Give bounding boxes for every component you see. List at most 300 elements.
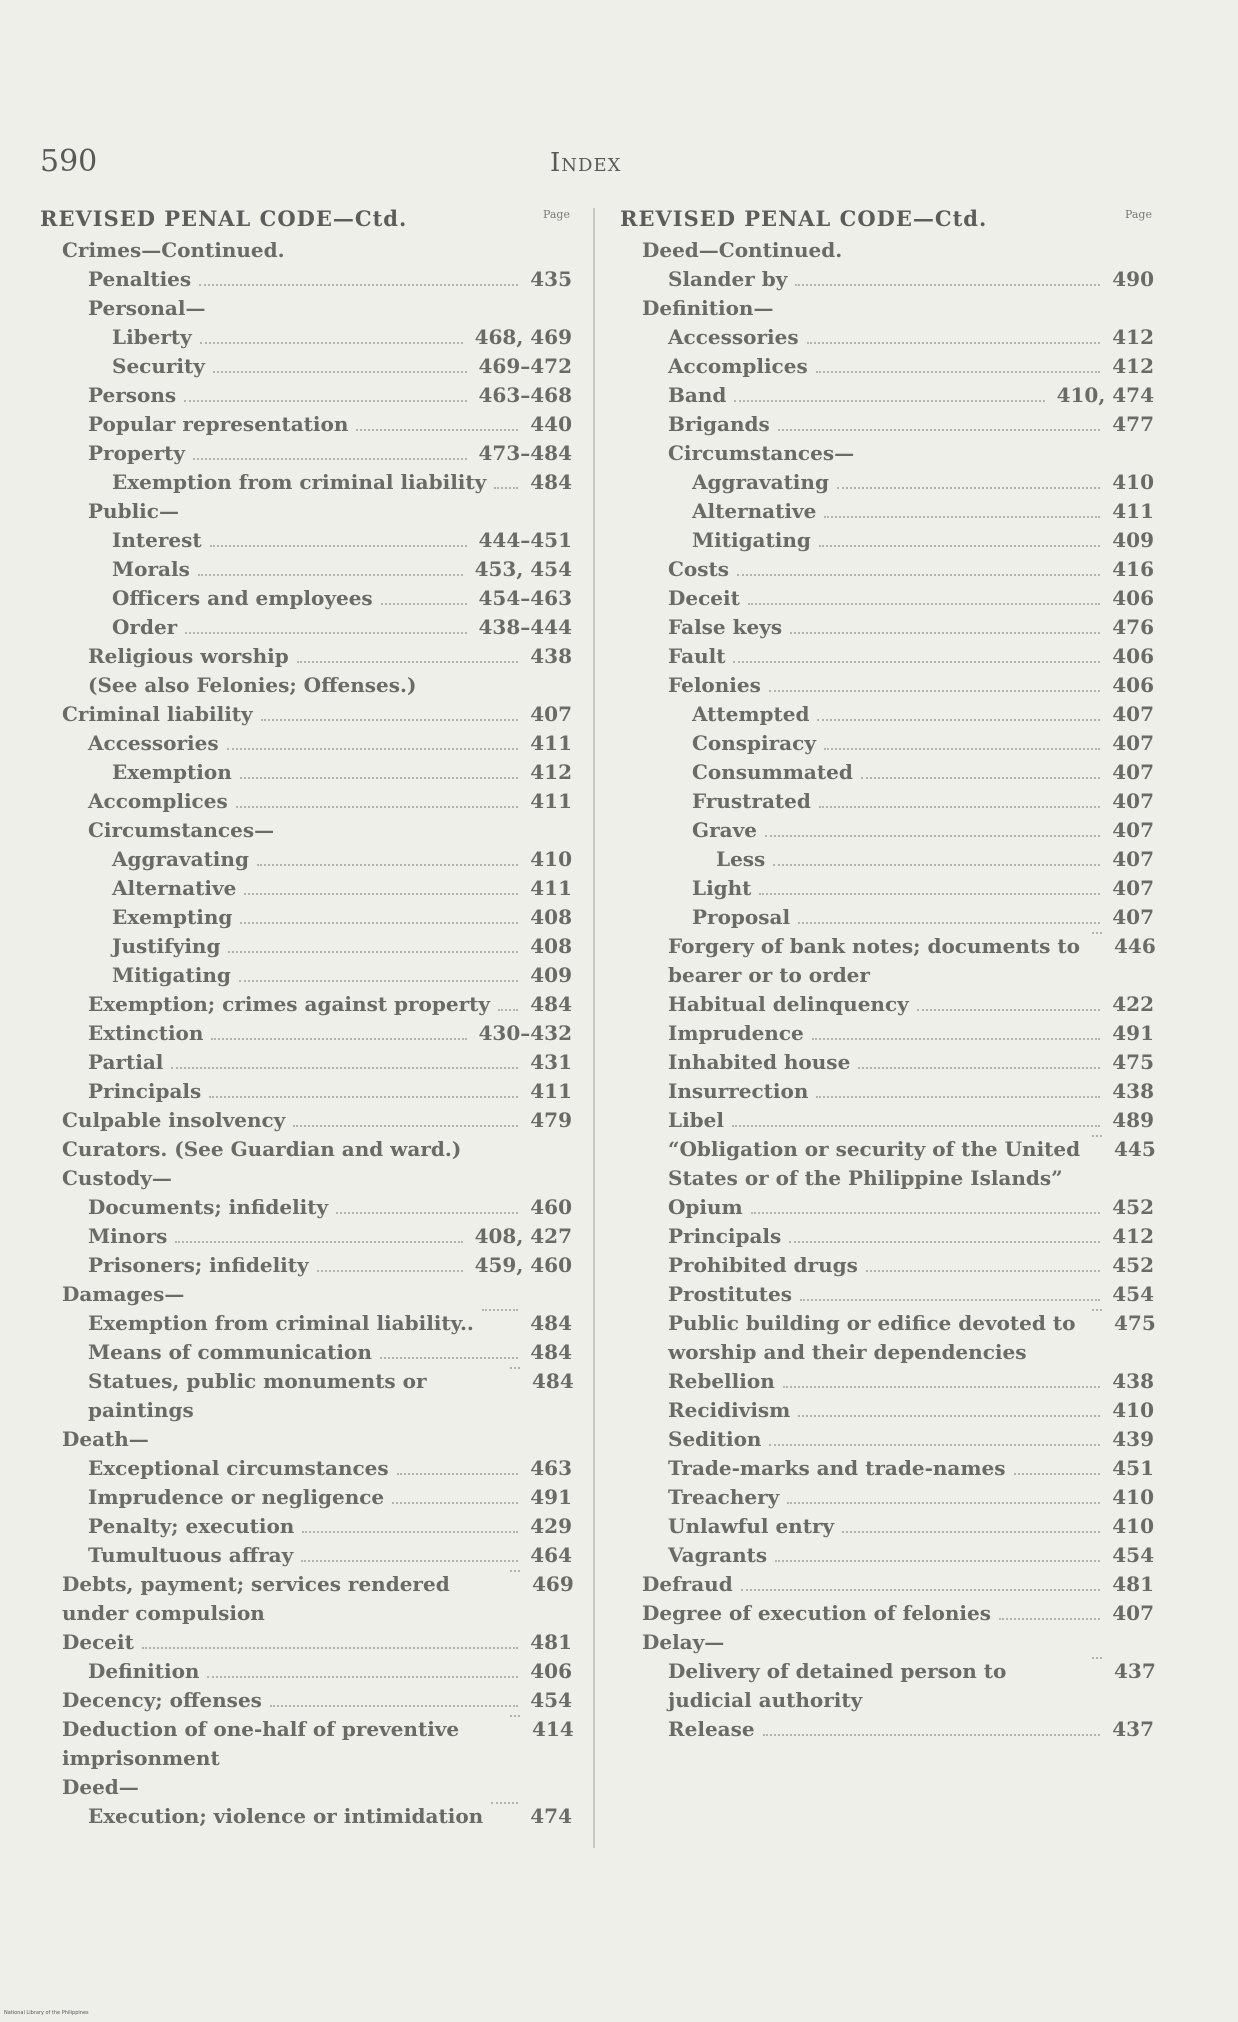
index-entry — [40, 265, 572, 294]
dot-leader — [297, 661, 519, 663]
dot-leader — [789, 1241, 1100, 1243]
entry-page-ref: 438 — [530, 644, 572, 668]
index-entry — [620, 1077, 1154, 1106]
entry-term: Delivery of detained person to judicial authority — [668, 1659, 1007, 1712]
dot-leader — [775, 1560, 1100, 1562]
entry-page-ref: 435 — [530, 267, 572, 291]
index-entry — [40, 1048, 572, 1077]
entry-term: Circumstances— — [88, 818, 275, 842]
entry-term: Persons — [88, 383, 177, 407]
entry-term: Brigands — [668, 412, 770, 436]
entry-page-ref: 484 — [532, 1369, 574, 1393]
page-number: 590 — [40, 144, 98, 179]
index-entry — [40, 1425, 572, 1454]
index-entry — [40, 1077, 572, 1106]
index-entry — [620, 265, 1154, 294]
index-entry — [40, 1541, 572, 1570]
index-entry — [620, 410, 1154, 439]
index-entry — [620, 1048, 1154, 1077]
entry-term: Debts, payment; services rendered under compulsion — [62, 1572, 450, 1625]
index-entry — [620, 729, 1154, 758]
index-entry — [620, 1251, 1154, 1280]
entry-term: Alternative — [692, 499, 817, 523]
dot-leader — [336, 1212, 518, 1214]
dot-leader — [302, 1531, 518, 1533]
entry-page-ref: 477 — [1112, 412, 1154, 436]
index-entry — [620, 468, 1154, 497]
entry-page-ref: 464 — [530, 1543, 572, 1567]
entry-page-ref: 410 — [1112, 1485, 1154, 1509]
entry-term: Personal— — [88, 296, 206, 320]
column-title: REVISED PENAL CODE—Ctd. — [620, 206, 988, 231]
index-entry — [40, 1686, 572, 1715]
dot-leader — [1092, 1309, 1102, 1311]
index-entry — [620, 1512, 1154, 1541]
index-entry — [620, 1657, 1154, 1715]
entry-page-ref: 407 — [1112, 789, 1154, 813]
column-heading — [40, 206, 572, 236]
entry-page-ref: 481 — [530, 1630, 572, 1654]
entry-page-ref: 407 — [1112, 905, 1154, 929]
index-entry — [40, 1280, 572, 1309]
entry-page-ref: 440 — [530, 412, 572, 436]
index-entry — [40, 758, 572, 787]
entry-term: Alternative — [112, 876, 237, 900]
entry-term: Inhabited house — [668, 1050, 851, 1074]
dot-leader — [1092, 1135, 1102, 1137]
index-entry — [40, 845, 572, 874]
entry-term: Principals — [88, 1079, 202, 1103]
entry-term: Fault — [668, 644, 726, 668]
entry-page-ref: 409 — [1112, 528, 1154, 552]
entry-term: Penalties — [88, 267, 192, 291]
entry-term: Accessories — [668, 325, 799, 349]
index-entry — [40, 1628, 572, 1657]
dot-leader — [185, 632, 466, 634]
dot-leader — [751, 1212, 1101, 1214]
index-entry — [620, 1541, 1154, 1570]
index-entry — [40, 294, 572, 323]
entry-term: Decency; offenses — [62, 1688, 262, 1712]
dot-leader — [866, 1270, 1100, 1272]
entry-term: Prohibited drugs — [668, 1253, 858, 1277]
dot-leader — [510, 1715, 520, 1717]
entry-page-ref: 407 — [1112, 1601, 1154, 1625]
index-entry — [620, 1106, 1154, 1135]
dot-leader — [858, 1067, 1100, 1069]
index-entry — [40, 1135, 572, 1164]
entry-term: Crimes—Continued. — [62, 238, 285, 262]
dot-leader — [381, 603, 467, 605]
index-entry — [40, 1802, 572, 1831]
entry-term: Means of communication — [88, 1340, 372, 1364]
index-entry — [40, 1222, 572, 1251]
entry-term: Partial — [88, 1050, 164, 1074]
dot-leader — [270, 1705, 518, 1707]
entry-page-ref: 463–468 — [478, 383, 572, 407]
entry-term: Exemption from criminal liability — [112, 470, 487, 494]
page-column-label: Page — [1124, 208, 1152, 221]
dot-leader — [510, 1570, 520, 1572]
page-header — [40, 144, 1198, 184]
entry-term: Documents; infidelity — [88, 1195, 329, 1219]
index-entry — [40, 352, 572, 381]
entry-page-ref: 431 — [530, 1050, 572, 1074]
index-entry — [40, 526, 572, 555]
entry-term: Culpable insolvency — [62, 1108, 286, 1132]
entry-term: Exemption — [112, 760, 232, 784]
dot-leader — [795, 284, 1100, 286]
index-entry — [620, 1483, 1154, 1512]
entry-page-ref: 406 — [1112, 673, 1154, 697]
entry-term: Accomplices — [88, 789, 228, 813]
dot-leader — [510, 1367, 520, 1369]
dot-leader — [787, 1502, 1100, 1504]
entry-term: Imprudence or negligence — [88, 1485, 385, 1509]
entry-page-ref: 407 — [1112, 760, 1154, 784]
index-entry — [40, 816, 572, 845]
entry-page-ref: 411 — [530, 876, 572, 900]
index-entry — [620, 497, 1154, 526]
entry-term: Prostitutes — [668, 1282, 793, 1306]
dot-leader — [494, 487, 518, 489]
index-entry — [620, 526, 1154, 555]
index-entry — [620, 381, 1154, 410]
entry-term: Property — [88, 441, 186, 465]
dot-leader — [790, 632, 1100, 634]
entry-term: Security — [112, 354, 205, 378]
dot-leader — [741, 1589, 1101, 1591]
entry-page-ref: 407 — [1112, 818, 1154, 842]
entry-term: Sedition — [668, 1427, 762, 1451]
entry-term: Accessories — [88, 731, 219, 755]
index-entry — [40, 1309, 572, 1338]
entry-term: Release — [668, 1717, 755, 1741]
dot-leader — [491, 1802, 518, 1804]
dot-leader — [1092, 932, 1102, 934]
entry-page-ref: 451 — [1112, 1456, 1154, 1480]
index-entry — [620, 1599, 1154, 1628]
dot-leader — [861, 777, 1100, 779]
entry-page-ref: 474 — [530, 1804, 572, 1828]
entry-term: Forgery of bank notes; documents to bearer or to order — [668, 934, 1080, 987]
entry-term: Degree of execution of felonies — [642, 1601, 991, 1625]
index-entry — [620, 1193, 1154, 1222]
index-entry — [40, 1657, 572, 1686]
index-entry — [40, 1019, 572, 1048]
entry-page-ref: 409 — [530, 963, 572, 987]
dot-leader — [210, 545, 467, 547]
dot-leader — [824, 748, 1100, 750]
index-entry — [40, 990, 572, 1019]
entry-term: Slander by — [668, 267, 788, 291]
dot-leader — [812, 1038, 1101, 1040]
index-entry — [40, 1512, 572, 1541]
entry-page-ref: 412 — [1112, 325, 1154, 349]
entry-term: Officers and employees — [112, 586, 373, 610]
index-column-left — [40, 206, 572, 1831]
entry-page-ref: 479 — [530, 1108, 572, 1132]
entry-term: Morals — [112, 557, 190, 581]
entry-term: Exceptional circumstances — [88, 1456, 389, 1480]
entry-term: Consummated — [692, 760, 853, 784]
index-entry — [620, 1309, 1154, 1367]
dot-leader — [227, 748, 519, 750]
dot-leader — [482, 1309, 518, 1311]
index-entry — [40, 787, 572, 816]
entry-term: Felonies — [668, 673, 761, 697]
entry-page-ref: 412 — [530, 760, 572, 784]
entry-page-ref: 475 — [1114, 1311, 1156, 1335]
entry-page-ref: 406 — [1112, 586, 1154, 610]
entry-term: Defraud — [642, 1572, 733, 1596]
dot-leader — [356, 429, 518, 431]
index-entry — [620, 1367, 1154, 1396]
index-entry — [40, 381, 572, 410]
entry-page-ref: 408 — [530, 934, 572, 958]
entry-term: Religious worship — [88, 644, 289, 668]
entry-page-ref: 412 — [1112, 354, 1154, 378]
index-entry — [40, 903, 572, 932]
entry-page-ref: 438 — [1112, 1079, 1154, 1103]
dot-leader — [317, 1270, 463, 1272]
dot-leader — [842, 1531, 1100, 1533]
entry-term: Definition — [88, 1659, 200, 1683]
dot-leader — [397, 1473, 519, 1475]
entry-page-ref: 453, 454 — [474, 557, 572, 581]
dot-leader — [773, 864, 1100, 866]
index-entry — [40, 1454, 572, 1483]
index-entry — [620, 294, 1154, 323]
dot-leader — [807, 342, 1101, 344]
dot-leader — [301, 1560, 518, 1562]
entry-term: Order — [112, 615, 178, 639]
entry-page-ref: 459, 460 — [474, 1253, 572, 1277]
dot-leader — [498, 1009, 518, 1011]
entry-term: Accomplices — [668, 354, 808, 378]
entry-page-ref: 411 — [530, 731, 572, 755]
entry-term: Deed—Continued. — [642, 238, 843, 262]
entry-page-ref: 491 — [1112, 1021, 1154, 1045]
entry-page-ref: 408, 427 — [474, 1224, 572, 1248]
entry-term: Mitigating — [112, 963, 231, 987]
entry-term: Damages— — [62, 1282, 185, 1306]
entry-term: Liberty — [112, 325, 192, 349]
index-entry — [620, 758, 1154, 787]
dot-leader — [1014, 1473, 1101, 1475]
index-entry — [620, 845, 1154, 874]
entry-page-ref: 452 — [1112, 1195, 1154, 1219]
entry-page-ref: 484 — [530, 1311, 572, 1335]
dot-leader — [240, 777, 518, 779]
index-entry — [40, 874, 572, 903]
entry-term: Delay— — [642, 1630, 725, 1654]
dot-leader — [765, 835, 1100, 837]
dot-leader — [240, 922, 518, 924]
dot-leader — [748, 603, 1100, 605]
dot-leader — [824, 516, 1100, 518]
dot-leader — [207, 1676, 518, 1678]
entry-page-ref: 460 — [530, 1195, 572, 1219]
index-entry — [620, 903, 1154, 932]
index-entry — [620, 323, 1154, 352]
entry-term: Mitigating — [692, 528, 811, 552]
entry-term: Libel — [668, 1108, 724, 1132]
index-entry — [40, 1367, 572, 1425]
index-entry — [40, 236, 572, 265]
index-entry — [40, 1715, 572, 1773]
index-column-right — [620, 206, 1154, 1744]
entry-term: Proposal — [692, 905, 791, 929]
dot-leader — [244, 893, 518, 895]
dot-leader — [198, 574, 463, 576]
index-entry — [620, 236, 1154, 265]
entry-term: Death— — [62, 1427, 149, 1451]
entry-term: Grave — [692, 818, 757, 842]
dot-leader — [769, 690, 1100, 692]
dot-leader — [816, 371, 1101, 373]
index-entry — [620, 1222, 1154, 1251]
entry-term: Trade-marks and trade-names — [668, 1456, 1006, 1480]
entry-term: Rebellion — [668, 1369, 775, 1393]
entry-page-ref: 411 — [530, 789, 572, 813]
entry-term: (See also Felonies; Offenses.) — [88, 673, 417, 697]
entry-page-ref: 446 — [1114, 934, 1156, 958]
entry-page-ref: 437 — [1112, 1717, 1154, 1741]
entry-term: Exempting — [112, 905, 233, 929]
column-divider — [593, 208, 595, 1848]
dot-leader — [236, 806, 519, 808]
dot-leader — [199, 284, 518, 286]
index-entries — [40, 236, 572, 1831]
entry-page-ref: 438–444 — [478, 615, 572, 639]
entry-term: Light — [692, 876, 752, 900]
index-entry — [620, 439, 1154, 468]
entry-term: Custody— — [62, 1166, 172, 1190]
dot-leader — [800, 1299, 1100, 1301]
dot-leader — [261, 719, 519, 721]
entry-term: Public building or edifice devoted to worship and their dependencies — [668, 1311, 1076, 1364]
entry-page-ref: 410 — [1112, 1514, 1154, 1538]
dot-leader — [798, 922, 1100, 924]
entry-page-ref: 410 — [1112, 1398, 1154, 1422]
entry-term: Definition— — [642, 296, 774, 320]
entry-term: Opium — [668, 1195, 743, 1219]
entry-page-ref: 481 — [1112, 1572, 1154, 1596]
entry-page-ref: 429 — [530, 1514, 572, 1538]
entry-term: Execution; violence or intimidation — [88, 1804, 484, 1828]
entry-term: Attempted — [692, 702, 810, 726]
entry-page-ref: 410 — [1112, 470, 1154, 494]
entry-term: Prisoners; infidelity — [88, 1253, 309, 1277]
dot-leader — [1092, 1657, 1102, 1659]
entry-page-ref: 489 — [1112, 1108, 1154, 1132]
entry-page-ref: 454 — [1112, 1282, 1154, 1306]
entry-term: Conspiracy — [692, 731, 816, 755]
index-entry — [620, 1135, 1154, 1193]
entry-page-ref: 452 — [1112, 1253, 1154, 1277]
index-entry — [620, 1570, 1154, 1599]
dot-leader — [819, 545, 1100, 547]
index-entry — [40, 468, 572, 497]
footer-credit: National Library of the Philippines — [4, 2010, 89, 2016]
entry-term: Habitual delinquency — [668, 992, 909, 1016]
entry-term: False keys — [668, 615, 783, 639]
index-entry — [620, 555, 1154, 584]
entry-term: “Obligation or security of the United States or of the Philippine Islands” — [668, 1137, 1081, 1190]
index-entry — [40, 1773, 572, 1802]
index-entry — [40, 1164, 572, 1193]
dot-leader — [817, 719, 1100, 721]
entry-page-ref: 422 — [1112, 992, 1154, 1016]
index-entry — [40, 410, 572, 439]
dot-leader — [213, 371, 467, 373]
index-entry — [40, 555, 572, 584]
entry-page-ref: 410 — [530, 847, 572, 871]
entry-page-ref: 490 — [1112, 267, 1154, 291]
entry-page-ref: 445 — [1114, 1137, 1156, 1161]
entry-term: Minors — [88, 1224, 168, 1248]
dot-leader — [239, 980, 518, 982]
dot-leader — [917, 1009, 1100, 1011]
column-title: REVISED PENAL CODE—Ctd. — [40, 206, 408, 231]
entry-page-ref: 414 — [532, 1717, 574, 1741]
index-entry — [620, 352, 1154, 381]
entry-page-ref: 473–484 — [478, 441, 572, 465]
dot-leader — [733, 661, 1100, 663]
index-entry — [40, 613, 572, 642]
entry-term: Tumultuous affray — [88, 1543, 294, 1567]
entry-term: Aggravating — [112, 847, 249, 871]
dot-leader — [142, 1647, 518, 1649]
entry-page-ref: 407 — [1112, 731, 1154, 755]
entry-term: Deceit — [62, 1630, 134, 1654]
entry-term: Less — [716, 847, 766, 871]
dot-leader — [171, 1067, 518, 1069]
index-entry — [620, 932, 1154, 990]
index-entry — [40, 584, 572, 613]
entry-page-ref: 412 — [1112, 1224, 1154, 1248]
index-entry — [40, 1193, 572, 1222]
entry-page-ref: 454 — [1112, 1543, 1154, 1567]
index-entries — [620, 236, 1154, 1744]
index-entry — [620, 816, 1154, 845]
index-entry — [620, 700, 1154, 729]
index-entry — [620, 613, 1154, 642]
dot-leader — [999, 1618, 1100, 1620]
entry-page-ref: 454 — [530, 1688, 572, 1712]
running-title: Index — [550, 148, 622, 178]
index-entry — [620, 1715, 1154, 1744]
dot-leader — [837, 487, 1100, 489]
entry-page-ref: 484 — [530, 1340, 572, 1364]
dot-leader — [380, 1357, 518, 1359]
entry-term: Exemption from criminal liability.. — [88, 1311, 474, 1335]
dot-leader — [228, 951, 518, 953]
dot-leader — [763, 1734, 1101, 1736]
entry-term: Popular representation — [88, 412, 349, 436]
entry-term: Public— — [88, 499, 179, 523]
dot-leader — [798, 1415, 1100, 1417]
entry-page-ref: 407 — [1112, 702, 1154, 726]
entry-term: Criminal liability — [62, 702, 253, 726]
entry-page-ref: 410, 474 — [1056, 383, 1154, 407]
dot-leader — [816, 1096, 1100, 1098]
entry-term: Vagrants — [668, 1543, 768, 1567]
entry-term: Imprudence — [668, 1021, 804, 1045]
entry-term: Band — [668, 383, 727, 407]
entry-page-ref: 407 — [1112, 847, 1154, 871]
